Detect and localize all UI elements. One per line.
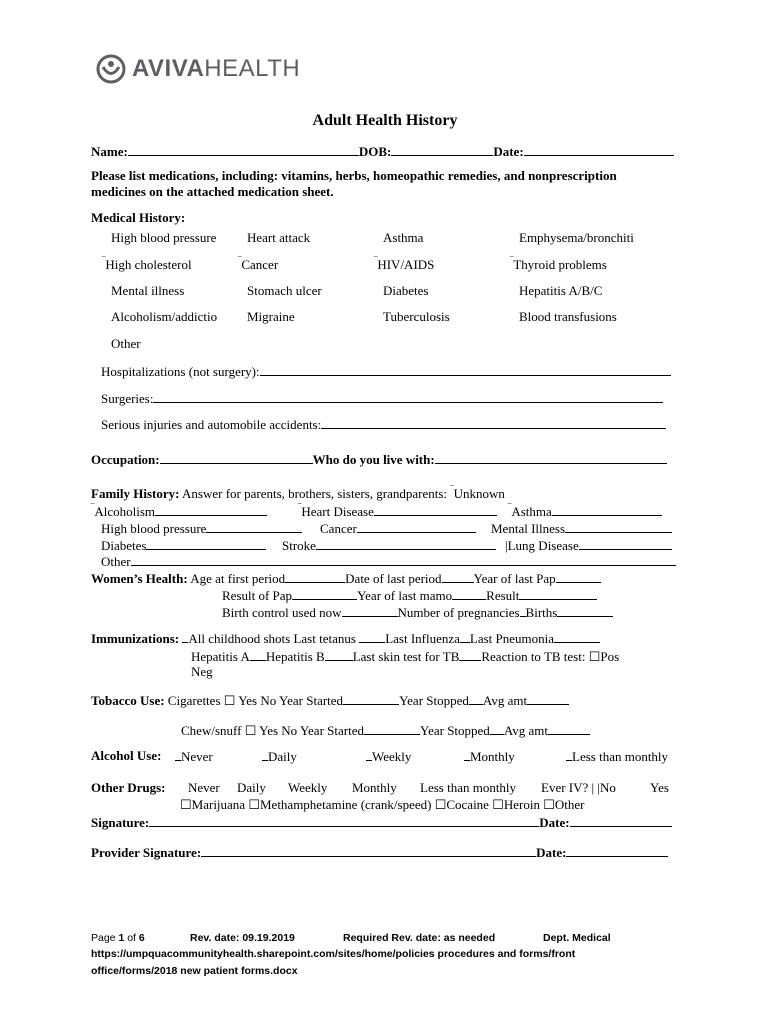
fh-stroke[interactable]: Stroke [282, 537, 496, 554]
medical-history-label: Medical History: [91, 210, 186, 225]
fh-asthma[interactable]: ‾Asthma [508, 503, 662, 522]
alcohol-less-monthly[interactable]: Less than monthly [566, 748, 668, 765]
mh-asthma[interactable]: Asthma [383, 230, 424, 245]
logo-text: AVIVAHEALTH [132, 55, 301, 82]
mh-high-cholesterol[interactable]: ‾High cholesterol [102, 257, 192, 272]
name-field[interactable]: Name: DOB: Date: [91, 143, 674, 160]
mh-hepatitis[interactable]: Hepatitis A/B/C [519, 283, 603, 298]
mh-stomach-ulcer[interactable]: Stomach ulcer [247, 283, 322, 298]
alcohol-weekly[interactable]: Weekly [366, 748, 411, 765]
mh-emphysema[interactable]: Emphysema/bronchiti [519, 230, 634, 245]
tobacco-chew-row[interactable]: Chew/snuff ☐ Yes No Year Started Year Stopped Avg amt [181, 722, 590, 739]
drugs-monthly[interactable]: Monthly [352, 780, 397, 795]
alcohol-label: Alcohol Use: [91, 748, 162, 763]
footer-path-line1: https://umpquacommunityhealth.sharepoint.com/sites/home/policies procedures and forms/front [91, 948, 576, 960]
provider-signature-field[interactable]: Provider Signature: Date: [91, 844, 668, 861]
occupation-field[interactable]: Occupation: Who do you live with: [91, 451, 667, 468]
drugs-ever-iv[interactable]: Ever IV? | |No [541, 780, 616, 795]
fh-mental-illness[interactable]: Mental Illness [491, 520, 672, 537]
tobacco-cigarettes-row[interactable]: Tobacco Use: Cigarettes ☐ Yes No Year Started Year Stopped Avg amt [91, 692, 569, 709]
drugs-less-monthly[interactable]: Less than monthly [420, 780, 517, 795]
footer-dept: Dept. Medical [543, 932, 611, 944]
mh-mental-illness[interactable]: Mental illness [111, 283, 185, 298]
mh-high-blood-pressure[interactable]: High blood pressure [111, 230, 217, 245]
mh-cancer[interactable]: ‾Cancer [238, 257, 279, 272]
fh-cancer[interactable]: Cancer [320, 520, 476, 537]
footer-required-rev: Required Rev. date: as needed [343, 932, 496, 944]
mh-heart-attack[interactable]: Heart attack [247, 230, 311, 245]
mh-alcoholism[interactable]: Alcoholism/addictio [111, 309, 218, 324]
fh-heart-disease[interactable]: ‾Heart Disease [298, 503, 497, 522]
aviva-logo-icon [96, 54, 126, 84]
signature-field[interactable]: Signature: Date: [91, 814, 672, 831]
fh-other[interactable]: Other [101, 553, 676, 570]
footer-path-line2: office/forms/2018 new patient forms.docx [91, 965, 298, 977]
drugs-never[interactable]: Never [188, 780, 220, 795]
drugs-daily[interactable]: Daily [237, 780, 266, 795]
mh-other[interactable]: Other [111, 336, 141, 351]
mh-tuberculosis[interactable]: Tuberculosis [383, 309, 450, 324]
drugs-weekly[interactable]: Weekly [288, 780, 328, 795]
footer-rev-date: Rev. date: 09.19.2019 [190, 932, 295, 944]
injuries-field[interactable]: Serious injuries and automobile accidents: [101, 416, 666, 433]
fh-high-blood-pressure[interactable]: High blood pressure [101, 520, 302, 537]
immunizations-neg[interactable]: Neg [191, 664, 213, 679]
drugs-label: Other Drugs: [91, 780, 166, 795]
fh-alcoholism[interactable]: ‾Alcoholism [91, 503, 267, 522]
fh-lung-disease[interactable]: |Lung Disease [505, 537, 672, 554]
mh-thyroid[interactable]: ‾Thyroid problems [510, 257, 607, 272]
surgeries-field[interactable]: Surgeries: [101, 390, 663, 407]
footer-page: Page 1 of 6 [91, 932, 145, 944]
immunizations-row1[interactable]: Immunizations: All childhood shots Last tetanus Last Influenza Last Pneumonia [91, 630, 600, 647]
alcohol-monthly[interactable]: Monthly [464, 748, 515, 765]
womens-health-row1[interactable]: Women’s Health: Age at first period Date of last period Year of last Pap [91, 570, 601, 587]
medication-instructions: Please list medications, including: vitamins, herbs, homeopathic remedies, and nonprescription medicines on the attached medication sheet. [91, 168, 617, 199]
mh-diabetes[interactable]: Diabetes [383, 283, 429, 298]
alcohol-never[interactable]: Never [175, 748, 213, 765]
fh-diabetes[interactable]: Diabetes [101, 537, 266, 554]
womens-health-row3[interactable]: Birth control used now Number of pregnancies Births [222, 604, 613, 621]
aviva-health-logo [96, 52, 300, 86]
drugs-types-row[interactable]: ☐Marijuana ☐Methamphetamine (crank/speed) ☐Cocaine ☐Heroin ☐Other [180, 797, 585, 812]
alcohol-daily[interactable]: Daily [262, 748, 297, 765]
mh-hiv-aids[interactable]: ‾HIV/AIDS [374, 257, 435, 272]
immunizations-row2[interactable]: Hepatitis A Hepatitis B Last skin test for TB Reaction to TB test: ☐Pos [191, 649, 620, 664]
mh-blood-transfusions[interactable]: Blood transfusions [519, 309, 617, 324]
family-history-intro: Family History: Answer for parents, brothers, sisters, grandparents: ‾Unknown [91, 486, 505, 501]
mh-migraine[interactable]: Migraine [247, 309, 295, 324]
womens-health-row2[interactable]: Result of Pap Year of last mamo Result [222, 587, 597, 604]
drugs-iv-yes[interactable]: Yes [650, 780, 669, 795]
hospitalizations-field[interactable]: Hospitalizations (not surgery): [101, 363, 671, 380]
page-title: Adult Health History [312, 112, 458, 129]
